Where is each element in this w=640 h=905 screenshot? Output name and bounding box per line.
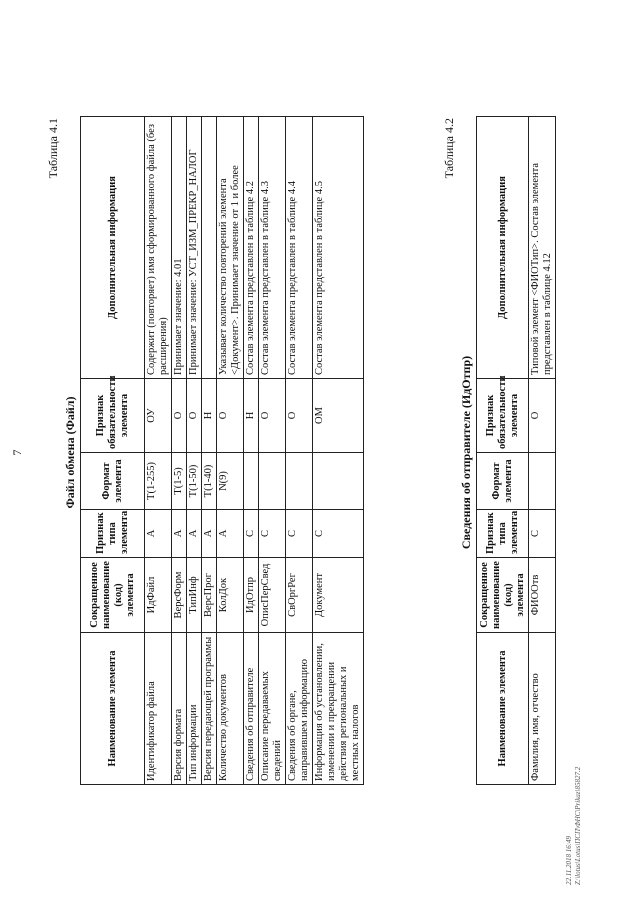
table-cell: С — [313, 510, 364, 558]
table-cell: Сведения об органе, направившем информацию — [286, 633, 313, 785]
table-cell: ВерсПрог — [202, 558, 217, 633]
table-cell: Указывает количество повторений элемента <Документ>. Принимает значение от 1 и более — [217, 117, 244, 379]
table2-caption: Таблица 4.2 — [442, 118, 456, 179]
table1-header-cell: Сокращенное наименование (код) элемента — [81, 558, 145, 633]
table-cell — [313, 453, 364, 510]
page-number: 7 — [10, 449, 24, 456]
table-cell: С — [244, 510, 259, 558]
table1-header-cell: Наименование элемента — [81, 633, 145, 785]
table1-header-cell: Признак типа элемента — [81, 510, 145, 558]
table-row — [529, 117, 556, 785]
table2-title: Сведения об отправителе (ИдОтпр) — [459, 355, 473, 550]
table-cell: N(9) — [217, 453, 244, 510]
table-cell: Версия формата — [172, 633, 187, 785]
table-cell: ОМ — [313, 379, 364, 453]
table-cell: Информация об установлении, изменении и прекращении действия региональных и местных налогов — [313, 633, 364, 785]
table-cell: ВерсФорм — [172, 558, 187, 633]
table-cell: О — [529, 379, 556, 453]
table-cell: О — [187, 379, 202, 453]
table-cell — [202, 117, 217, 379]
table-row — [259, 117, 286, 785]
table-cell: Т(1-50) — [187, 453, 202, 510]
table-cell: Т(1-5) — [172, 453, 187, 510]
table-sender-info — [476, 116, 556, 785]
table-cell: Версия передающей программы — [202, 633, 217, 785]
table-cell: Идентификатор файла — [145, 633, 172, 785]
file-path-stamp — [565, 767, 583, 885]
table-cell — [244, 453, 259, 510]
table2-header-cell: Признак обязательности элемента — [477, 379, 529, 453]
table1-header-cell: Дополнительная информация — [81, 117, 145, 379]
table-cell: А — [145, 510, 172, 558]
table-cell: Содержит (повторяет) имя сформированного файла (без расширения) — [145, 117, 172, 379]
table-cell: ФИООтв — [529, 558, 556, 633]
table-row — [313, 117, 364, 785]
table-cell: А — [172, 510, 187, 558]
table-cell: О — [217, 379, 244, 453]
table-cell: Сведения об отправителе — [244, 633, 259, 785]
table1-caption: Таблица 4.1 — [46, 118, 60, 179]
table1-header-row — [81, 117, 145, 785]
table-cell: Н — [244, 379, 259, 453]
table-cell — [529, 453, 556, 510]
table-cell: А — [217, 510, 244, 558]
table1-header-cell: Формат элемента — [81, 453, 145, 510]
table1-header-cell: Признак обязательности элемента — [81, 379, 145, 453]
table-cell: С — [286, 510, 313, 558]
table-cell — [286, 453, 313, 510]
table2-header-cell: Наименование элемента — [477, 633, 529, 785]
table-cell: Принимает значение: 4.01 — [172, 117, 187, 379]
table-cell: А — [202, 510, 217, 558]
table-cell: Состав элемента представлен в таблице 4.3 — [259, 117, 286, 379]
table-cell: О — [286, 379, 313, 453]
table-cell: Состав элемента представлен в таблице 4.4 — [286, 117, 313, 379]
table-cell: КолДок — [217, 558, 244, 633]
table-cell: Принимает значение: УСТ_ИЗМ_ПРЕКР_НАЛОГ — [187, 117, 202, 379]
table-cell: Н — [202, 379, 217, 453]
table-cell: ОУ — [145, 379, 172, 453]
table-cell: Тип информации — [187, 633, 202, 785]
table-row — [202, 117, 217, 785]
table-cell: С — [529, 510, 556, 558]
table-cell: Фамилия, имя, отчество — [529, 633, 556, 785]
table-cell: Состав элемента представлен в таблице 4.2 — [244, 117, 259, 379]
table-row — [187, 117, 202, 785]
table-cell: О — [259, 379, 286, 453]
table-row — [172, 117, 187, 785]
table2-header-cell: Дополнительная информация — [477, 117, 529, 379]
table-cell: Состав элемента представлен в таблице 4.5 — [313, 117, 364, 379]
table2-header-cell: Сокращенное наименование (код) элемента — [477, 558, 529, 633]
table-cell — [259, 453, 286, 510]
table2-header-row — [477, 117, 529, 785]
table-cell: Документ — [313, 558, 364, 633]
table-cell: С — [259, 510, 286, 558]
stamp-line: Z:\lotus\Lotus\ПСП\ФНС\Prikaz\85827.2 — [574, 766, 582, 885]
table-cell: Т(1-255) — [145, 453, 172, 510]
table-cell: Т(1-40) — [202, 453, 217, 510]
table-file-exchange — [80, 116, 364, 785]
table-cell: Количество документов — [217, 633, 244, 785]
table-cell: ИдОтпр — [244, 558, 259, 633]
stamp-line: 22.11.2018 16:49 — [565, 835, 573, 885]
table-cell: Типовой элемент <ФИОТип>. Состав элемента представлен в таблице 4.12 — [529, 117, 556, 379]
table-cell: А — [187, 510, 202, 558]
table-cell: Описание передаваемых сведений — [259, 633, 286, 785]
table-cell: ОписПерСвед — [259, 558, 286, 633]
table-cell: ИдФайл — [145, 558, 172, 633]
table1-title: Файл обмена (Файл) — [63, 396, 77, 509]
table2-header-cell: Признак типа элемента — [477, 510, 529, 558]
table-row — [286, 117, 313, 785]
table-cell: О — [172, 379, 187, 453]
table-cell: СвОргРег — [286, 558, 313, 633]
table-row — [217, 117, 244, 785]
table-row — [145, 117, 172, 785]
table2-header-cell: Формат элемента — [477, 453, 529, 510]
table-row — [244, 117, 259, 785]
table-cell: ТипИнф — [187, 558, 202, 633]
